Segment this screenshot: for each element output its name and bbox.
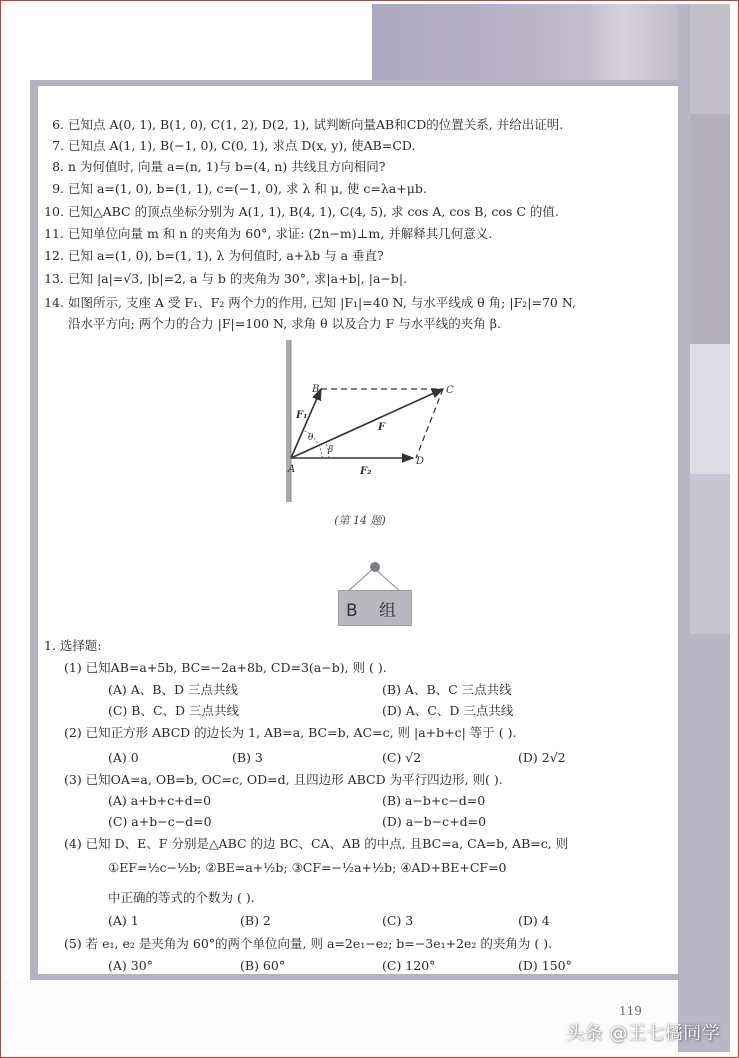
svg-text:F₁: F₁: [296, 410, 308, 421]
question-5-option-b: (B) 60°: [240, 958, 286, 973]
question-4-prompt: 中正确的等式的个数为 ( ).: [108, 890, 255, 905]
section-b-heading: 1. 选择题:: [44, 638, 102, 653]
question-1-option-b: (B) A、B、C 三点共线: [382, 682, 512, 697]
problem-14: 14. 如图所示, 支座 A 受 F₁、F₂ 两个力的作用, 已知 |F₁|=40 N, 与水平线成 θ 角; |F₂|=70 N,: [44, 295, 576, 310]
question-5-option-c: (C) 120°: [382, 958, 436, 973]
svg-text:B: B: [312, 384, 320, 395]
question-5-option-d: (D) 150°: [518, 958, 572, 973]
watermark: 头条 @王七橘同学: [566, 1023, 721, 1044]
problem-6: 6. 已知点 A(0, 1), B(1, 0), C(1, 2), D(2, 1), 试判断向量AB和CD的位置关系, 并给出证明.: [52, 117, 564, 132]
question-4-option-c: (C) 3: [382, 913, 414, 928]
question-2-stem: (2) 已知正方形 ABCD 的边长为 1, AB=a, BC=b, AC=c, 则 |a+b+c| 等于 ( ).: [64, 725, 517, 740]
question-3-option-a: (A) a+b+c+d=0: [108, 793, 212, 808]
problem-7: 7. 已知点 A(1, 1), B(−1, 0), C(0, 1), 求点 D(x, y), 使AB=CD.: [52, 138, 416, 153]
question-4-option-b: (B) 2: [240, 913, 271, 928]
question-2-option-a: (A) 0: [108, 750, 139, 765]
svg-text:D: D: [416, 456, 425, 467]
group-b-sign: [338, 560, 412, 626]
problem-13: 13. 已知 |a|=√3, |b|=2, a 与 b 的夹角为 30°, 求|a+b|, |a−b|.: [44, 271, 408, 286]
problem-8: 8. n 为何值时, 向量 a=(n, 1)与 b=(4, n) 共线且方向相同?: [52, 159, 386, 174]
background-strip-right: [678, 4, 730, 1052]
question-2-option-c: (C) √2: [382, 750, 422, 765]
svg-text:F: F: [378, 422, 386, 433]
question-3-option-b: (B) a−b+c−d=0: [382, 793, 486, 808]
question-2-option-b: (B) 3: [232, 750, 263, 765]
question-4-statements: ①EF=½c−½b; ②BE=a+½b; ③CF=−½a+½b; ④AD+BE+CF=0: [108, 860, 507, 875]
svg-text:F₂: F₂: [360, 466, 372, 477]
question-3-stem: (3) 已知OA=a, OB=b, OC=c, OD=d, 且四边形 ABCD 为平行四边形, 则( ).: [64, 772, 503, 787]
question-2-option-d: (D) 2√2: [518, 750, 566, 765]
question-5-option-a: (A) 30°: [108, 958, 153, 973]
page-number: 119: [619, 1004, 642, 1018]
question-4-option-d: (D) 4: [518, 913, 550, 928]
question-4-stem: (4) 已知 D、E、F 分别是△ABC 的边 BC、CA、AB 的中点, 且BC=a, CA=b, AB=c, 则: [64, 836, 569, 851]
group-b-label: B 组: [338, 590, 412, 626]
problem-10: 10. 已知△ABC 的顶点坐标分别为 A(1, 1), B(4, 1), C(4, 5), 求 cos A, cos B, cos C 的值.: [44, 204, 559, 219]
problem-11: 11. 已知单位向量 m 和 n 的夹角为 60°, 求证: (2n−m)⊥m, 并解释其几何意义.: [44, 226, 493, 241]
svg-text:β: β: [328, 445, 334, 455]
question-4-option-a: (A) 1: [108, 913, 139, 928]
background-strip-top: [372, 4, 730, 84]
question-5-stem: (5) 若 e₁, e₂ 是夹角为 60°的两个单位向量, 则 a=2e₁−e₂; b=−3e₁+2e₂ 的夹角为 ( ).: [64, 936, 553, 951]
question-1-option-a: (A) A、B、D 三点共线: [108, 682, 238, 697]
question-1-option-c: (C) B、C、D 三点共线: [108, 703, 240, 718]
question-3-option-d: (D) a−b−c+d=0: [382, 814, 487, 829]
svg-text:A: A: [288, 464, 296, 475]
question-1-stem: (1) 已知AB=a+5b, BC=−2a+8b, CD=3(a−b), 则 ( ).: [64, 660, 387, 675]
force-diagram: [270, 340, 470, 510]
figure-caption: (第 14 题): [334, 514, 386, 527]
problem-14-cont: 沿水平方向; 两个力的合力 |F|=100 N, 求角 θ 以及合力 F 与水平线的夹角 β.: [68, 316, 501, 331]
problem-9: 9. 已知 a=(1, 0), b=(1, 1), c=(−1, 0), 求 λ 和 μ, 使 c=λa+μb.: [52, 181, 427, 196]
question-1-option-d: (D) A、C、D 三点共线: [382, 703, 514, 718]
svg-text:C: C: [446, 385, 454, 396]
svg-text:θ: θ: [308, 433, 314, 443]
problem-12: 12. 已知 a=(1, 0), b=(1, 1), λ 为何值时, a+λb 与 a 垂直?: [44, 248, 384, 263]
question-3-option-c: (C) a+b−c−d=0: [108, 814, 212, 829]
